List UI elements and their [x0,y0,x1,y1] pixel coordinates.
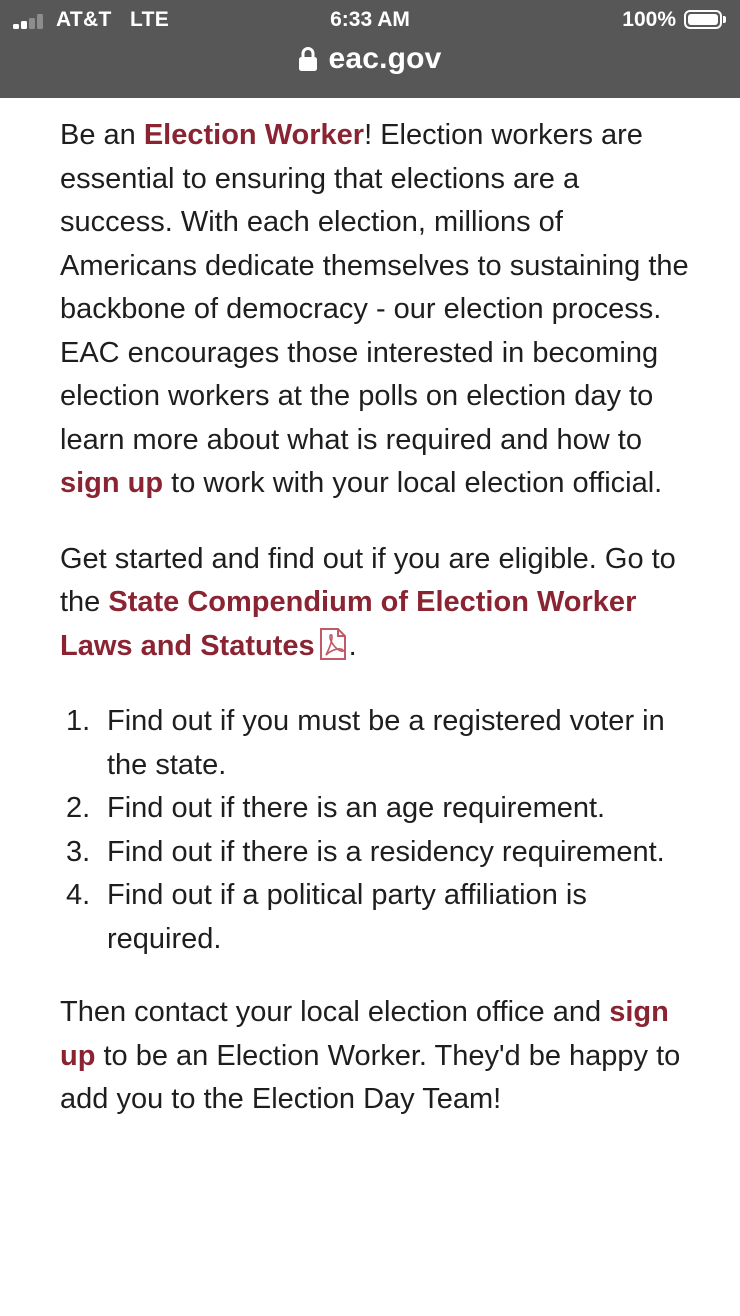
eligibility-text-1: Get started and find out if you are eligible. Go to the [60,542,676,618]
list-item-number: 2. [66,792,91,824]
eligibility-paragraph [60,538,690,669]
network-type: LTE [130,8,170,31]
intro-text-2: ! Election workers are essential to ensuring that elections are a success. With each election, millions of Americans dedicate themselves to sustaining the backbone of democracy - our election process. EAC encourages those interested in becoming election workers at the polls on election day to learn more about what is required and how to [60,119,689,456]
list-item-text: Find out if there is a residency requirement. [107,835,665,868]
list-item-text: Find out if you must be a registered voter in the state. [107,705,665,781]
pdf-icon[interactable] [317,627,349,661]
list-item [60,787,690,831]
eligibility-steps-list [60,700,690,961]
list-item-text: Find out if a political party affiliation is required. [107,879,587,955]
sign-up-link-1[interactable]: sign up [60,467,164,499]
battery-icon [684,10,722,29]
intro-text-3: to work with your local election official. [163,467,663,499]
carrier-name: AT&T [56,8,112,31]
election-worker-link[interactable]: Election Worker [143,119,365,151]
intro-paragraph [60,114,690,506]
status-bar [0,0,740,40]
list-item [60,700,690,787]
list-item-text: Find out if there is an age requirement. [107,792,606,824]
list-item [60,831,690,875]
list-item-number: 3. [66,835,91,868]
list-item-number: 4. [66,879,91,911]
list-item [60,874,690,961]
list-item-number: 1. [66,705,91,737]
article-content [60,114,690,1122]
eligibility-text-2: . [348,629,357,662]
contact-text-1: Then contact your local election office and [60,996,610,1028]
state-compendium-link[interactable]: State Compendium of Election Worker Laws and Statutes [60,586,637,662]
browser-topbar [0,0,740,98]
sign-up-link-2[interactable]: sign up [60,996,669,1072]
battery-percentage: 100% [622,8,676,31]
lock-icon [298,46,318,72]
url-text[interactable]: eac.gov [328,42,442,75]
contact-text-2: to be an Election Worker. They'd be happy to add you to the Election Day Team! [60,1039,681,1115]
status-time: 6:33 AM [330,8,410,31]
address-bar[interactable] [0,42,740,82]
contact-paragraph [60,991,690,1122]
intro-text-1: Be an [60,119,144,151]
